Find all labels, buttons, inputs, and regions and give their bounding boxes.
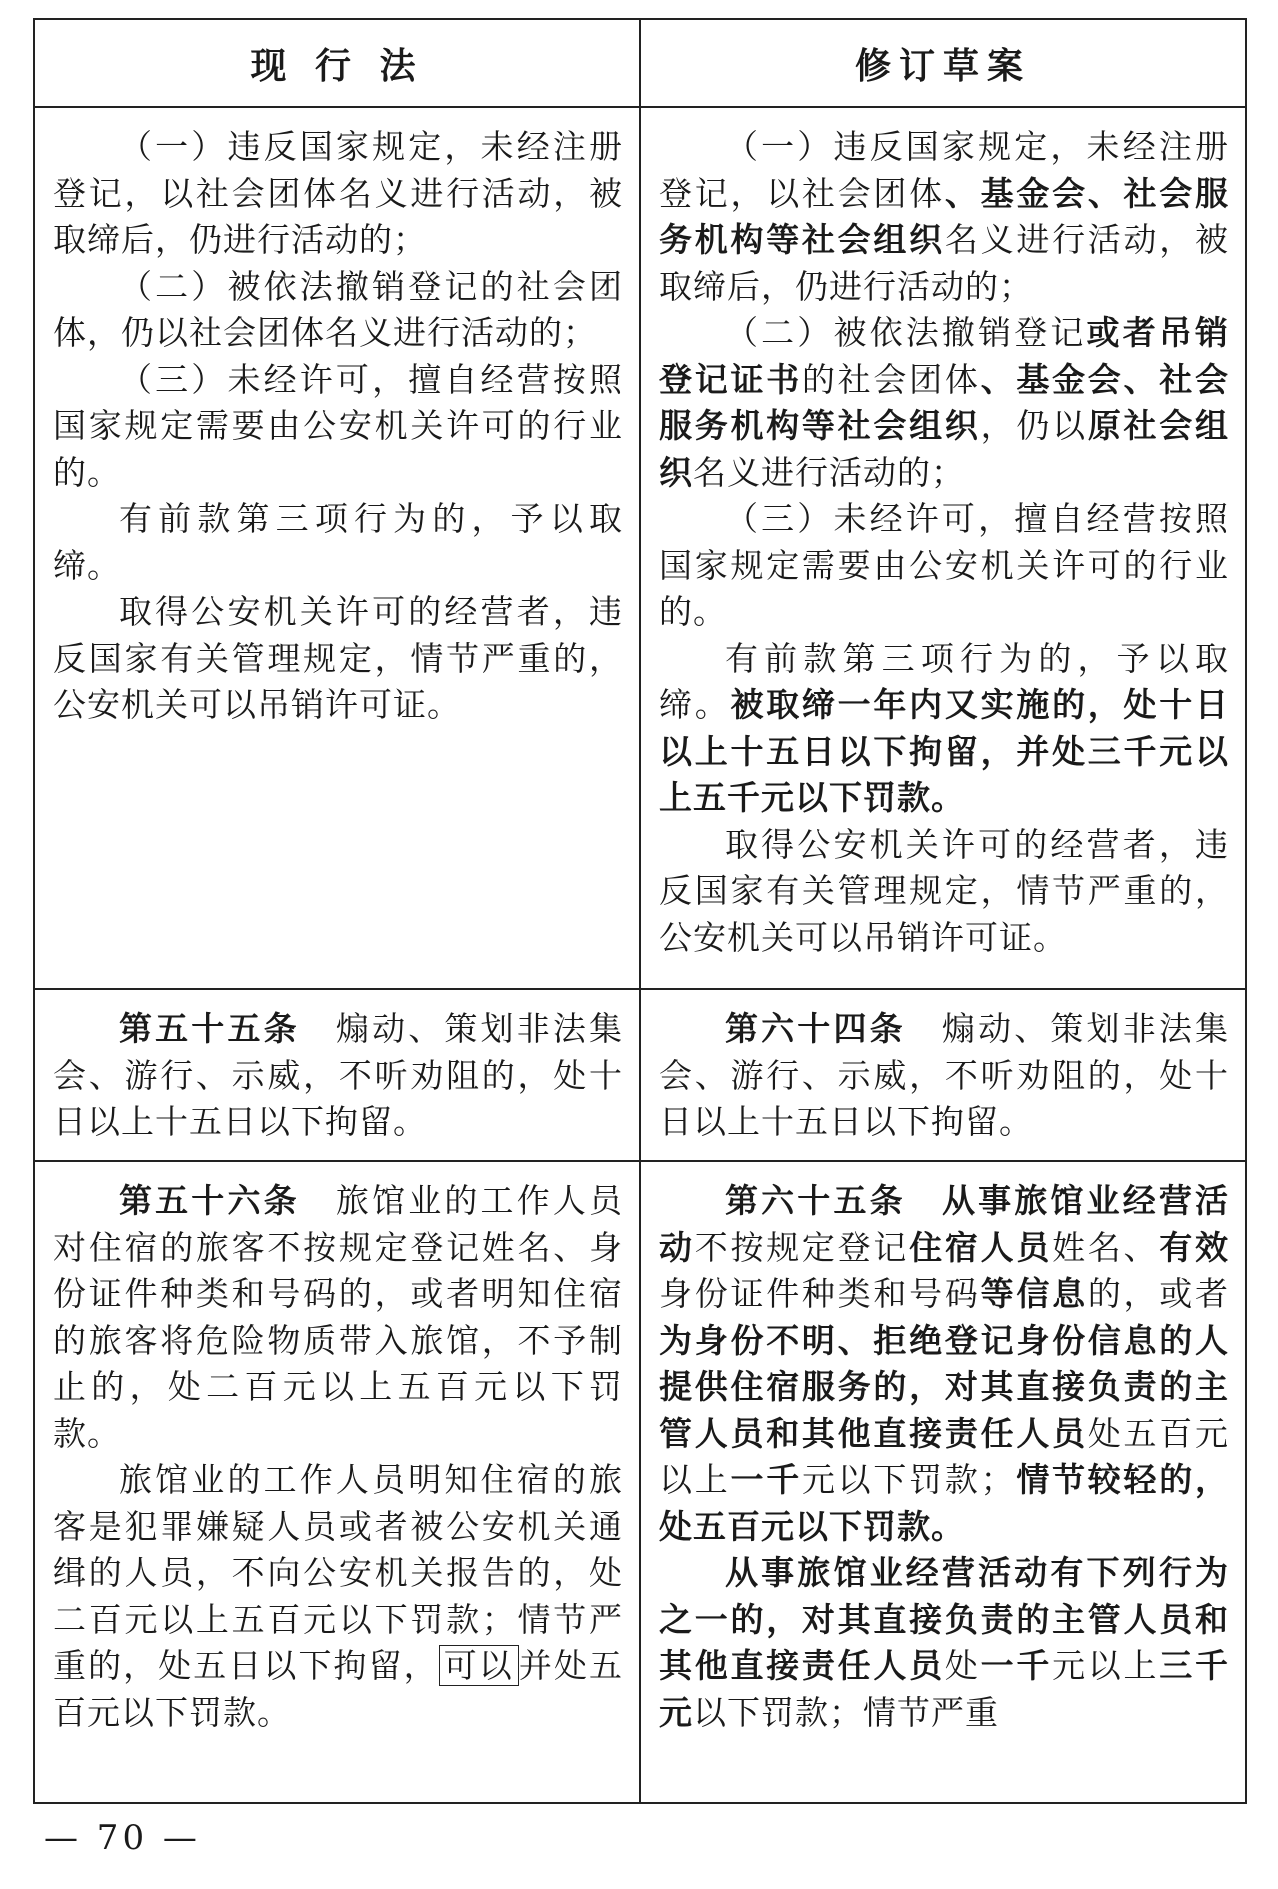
header-revised-draft: 修订草案 <box>640 19 1246 107</box>
bold-text: 情节较轻的，处五百元以下罚款。 <box>659 1460 1230 1546</box>
text-run: 并处五百元以下罚款。 <box>53 1646 624 1732</box>
paragraph <box>659 1178 1229 1550</box>
text-run: 取得公安机关许可的经营者，违反国家有关管理规定，情节严重的，公安机关可以吊销许可证。 <box>53 592 623 724</box>
paragraph <box>659 822 1229 962</box>
text-run <box>906 1181 942 1220</box>
paragraph <box>53 124 623 264</box>
header-current-law: 现 行 法 <box>34 19 640 107</box>
paragraph <box>53 264 623 357</box>
paragraph <box>53 1006 623 1146</box>
paragraph <box>53 1178 623 1457</box>
boxed-text: 可以 <box>439 1645 519 1686</box>
paragraph <box>659 1006 1229 1146</box>
text-run: 旅馆业的工作人员对住宿的旅客不按规定登记姓名、身份证件种类和号码的，或者明知住宿的旅客将危险物质带入旅馆，不予制止的，处二百元以上五百元以下罚款。 <box>53 1181 624 1453</box>
text-run: 煽动、策划非法集会、游行、示威，不听劝阻的，处十日以上十五日以下拘留。 <box>659 1009 1230 1141</box>
text-run: （三）未经许可，擅自经营按照国家规定需要由公安机关许可的行业的。 <box>659 499 1229 631</box>
bold-text: 第五十六条 <box>119 1181 300 1220</box>
row1-current-law-cell <box>34 107 640 989</box>
row2-current-law-cell <box>34 989 640 1161</box>
bold-text: 、基金会、社会服务机构等社会组织 <box>659 173 1230 259</box>
bold-text: 住宿人员 <box>909 1227 1053 1267</box>
bold-text: 原社会组织 <box>659 406 1230 492</box>
bold-text: 或者吊销登记证书 <box>659 313 1230 399</box>
text-run: 处 <box>944 1646 981 1685</box>
text-run: 以下罚款；情节严重 <box>693 1692 999 1732</box>
text-run: 旅馆业的工作人员明知住宿的旅客是犯罪嫌疑人员或者被公安机关通缉的人员，不向公安机关报告的，处二百元以上五百元以下罚款；情节严重的，处五日以下拘留， <box>53 1460 623 1685</box>
text-run: ，仍以 <box>980 406 1088 445</box>
text-run: 处五百元以上 <box>659 1413 1230 1499</box>
text-run: 的，或者 <box>1087 1274 1230 1313</box>
text-run: 有前款第三项行为的，予以取缔。 <box>659 638 1229 724</box>
bold-text: 第五十五条 <box>119 1009 300 1048</box>
text-run: 的社会团体 <box>801 359 981 399</box>
text-run: 煽动、策划非法集会、游行、示威，不听劝阻的，处十日以上十五日以下拘留。 <box>53 1009 624 1141</box>
bold-text: 等信息 <box>980 1274 1088 1313</box>
bold-text: 从事旅馆业经营活动有下列行为之一的，对其直接负责的主管人员和其他直接责任人员 <box>659 1553 1229 1685</box>
paragraph <box>659 310 1229 496</box>
paragraph <box>53 496 623 589</box>
page-number: — 70 — <box>44 1818 201 1858</box>
text-run: （三）未经许可，擅自经营按照国家规定需要由公安机关许可的行业的。 <box>53 359 623 492</box>
text-run: 取得公安机关许可的经营者，违反国家有关管理规定，情节严重的，公安机关可以吊销许可证。 <box>659 824 1229 957</box>
paragraph <box>659 636 1229 822</box>
bold-text: 一千 <box>980 1646 1053 1685</box>
paragraph <box>659 124 1229 310</box>
comparison-table <box>33 18 1247 1804</box>
paragraph <box>53 1457 623 1736</box>
text-run: 有前款第三项行为的，予以取缔。 <box>53 499 623 585</box>
row1-revised-draft-cell <box>640 107 1246 989</box>
text-run: 不按规定登记 <box>694 1227 910 1267</box>
paragraph <box>659 496 1229 636</box>
row3-revised-draft-cell <box>640 1161 1246 1803</box>
bold-text: 、基金会、社会服务机构等社会组织 <box>659 359 1230 445</box>
text-run: 元以上 <box>1052 1646 1160 1685</box>
text-run: 名义进行活动的； <box>693 452 965 492</box>
paragraph <box>659 1550 1229 1736</box>
text-run: （一）违反国家规定，未经注册登记，以社会团体名义进行活动，被取缔后，仍进行活动的； <box>53 127 623 259</box>
bold-text: 被取缔一年内又实施的，处十日以上十五日以下拘留，并处三千元以上五千元以下罚款。 <box>659 685 1230 817</box>
row3-current-law-cell <box>34 1161 640 1803</box>
text-run: 元以下罚款； <box>801 1460 1015 1499</box>
text-run: （二）被依法撤销登记的社会团体，仍以社会团体名义进行活动的； <box>53 266 623 352</box>
paragraph <box>53 589 623 729</box>
text-run: （二）被依法撤销登记 <box>725 313 1087 352</box>
text-run: 姓名、 <box>1052 1227 1160 1267</box>
paragraph <box>53 357 623 497</box>
text-run: （一）违反国家规定，未经注册登记，以社会团体 <box>659 127 1229 213</box>
bold-text: 有效 <box>1159 1227 1230 1267</box>
bold-text: 第六十四条 <box>725 1009 906 1048</box>
bold-text: 为身份不明、拒绝登记身份信息的人提供住宿服务的，对其直接负责的主管人员和其他直接责任人员 <box>659 1320 1229 1453</box>
row2-revised-draft-cell <box>640 989 1246 1161</box>
bold-text: 一千 <box>730 1460 802 1499</box>
text-run: 名义进行活动，被取缔后，仍进行活动的； <box>659 220 1230 306</box>
bold-text: 从事旅馆业经营活动 <box>659 1181 1230 1267</box>
text-run: 身份证件种类和号码 <box>659 1274 981 1313</box>
bold-text: 三千元 <box>659 1646 1230 1732</box>
bold-text: 第六十五条 <box>725 1181 906 1220</box>
